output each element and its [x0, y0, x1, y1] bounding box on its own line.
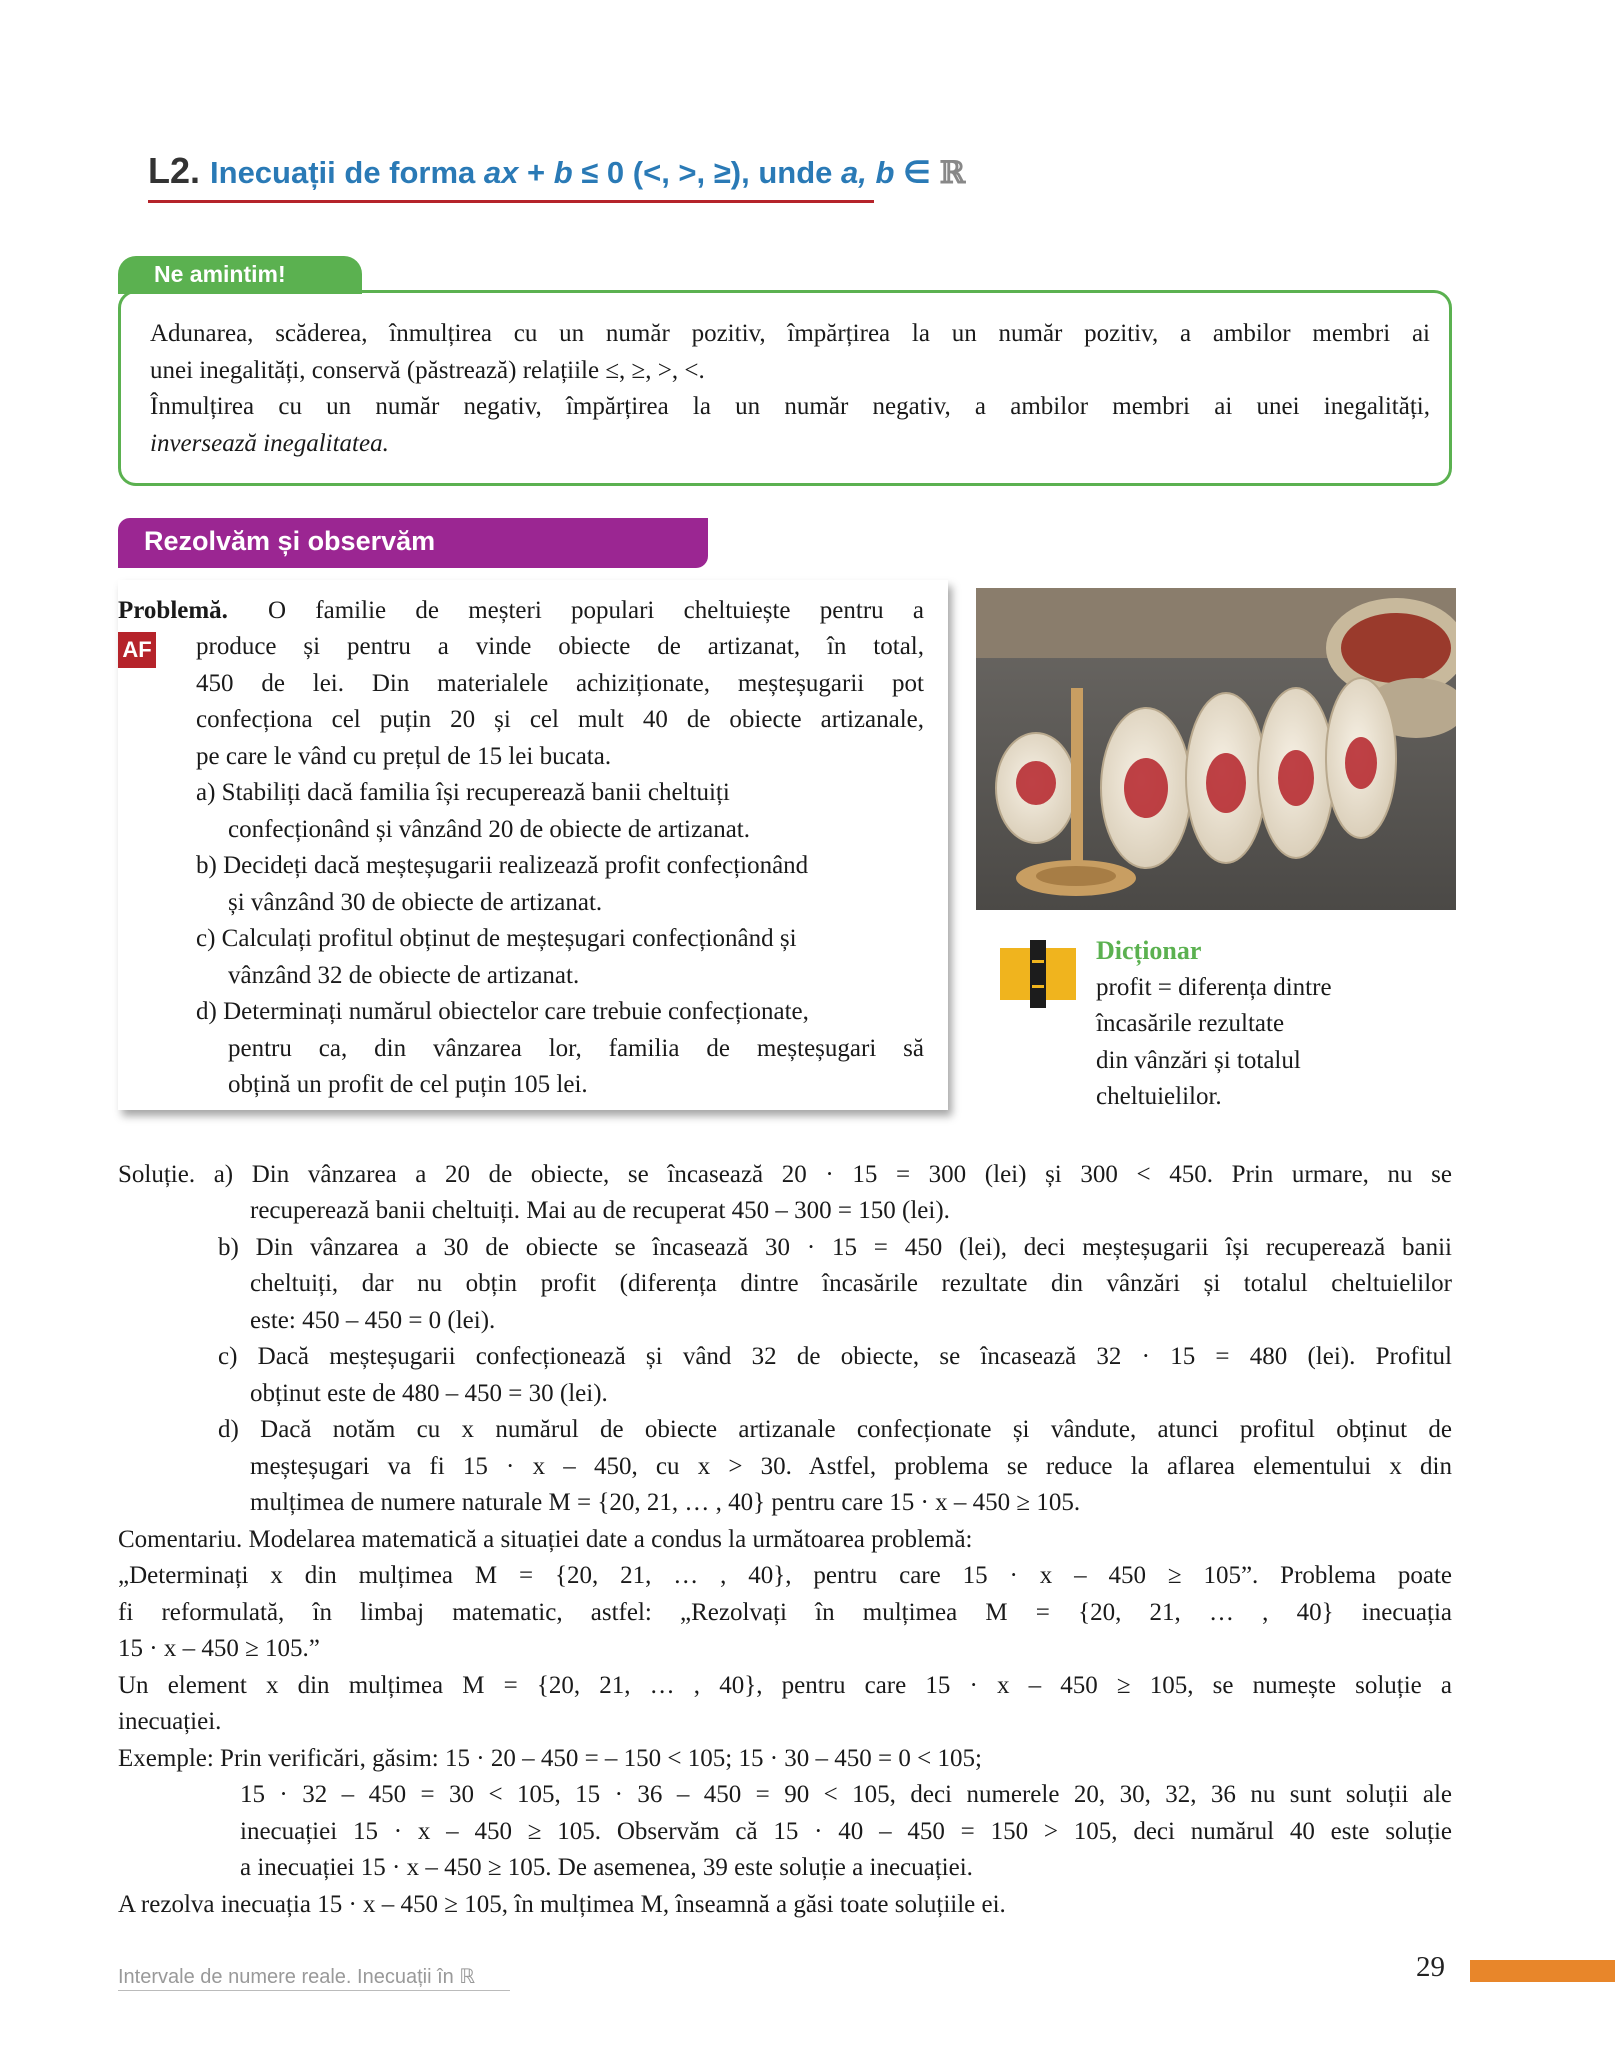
problem-item-b-1: b) Decideți dacă meșteșugarii realizează profit confecționând: [196, 852, 809, 879]
solve-observe-label: Rezolvăm și observăm: [144, 526, 436, 556]
solution-d-2: meșteșugari va fi 15 · x – 450, cu x > 30. Astfel, problema se reduce la aflarea elementului x din: [250, 1453, 1452, 1480]
title-underline: [148, 200, 874, 203]
problem-item-a-1: a) Stabiliți dacă familia își recuperează banii cheltuiți: [196, 779, 730, 806]
comment-line-2: „Determinați x din mulțimea M = {20, 21, … , 40}, pentru care 15 · x – 450 ≥ 105”. Problema poate: [118, 1562, 1452, 1589]
remember-text: [150, 316, 1430, 462]
solve-observe-tab: [118, 518, 708, 568]
footer-underline: [118, 1990, 510, 1991]
lesson-code: L2.: [148, 150, 201, 191]
problem-line-2: produce și pentru a vinde obiecte de artizanat, în total,: [196, 633, 924, 660]
remember-tab: [118, 256, 362, 294]
problem-item-d-1: d) Determinați numărul obiectelor care trebuie confecționate,: [196, 998, 809, 1025]
problem-item-c-1: c) Calculați profitul obținut de meșteșugari confecționând și: [196, 925, 797, 952]
problem-item-b-2: și vânzând 30 de obiecte de artizanat.: [228, 889, 603, 916]
problem-line-4: confecționa cel puțin 20 și cel mult 40 de obiecte artizanale,: [196, 706, 924, 733]
problem-line-5: pe care le vând cu prețul de 15 lei bucata.: [196, 743, 612, 770]
remember-line-4: inversează inegalitatea.: [150, 429, 389, 457]
dictionary-line-2: încasările rezultate: [1096, 1010, 1285, 1037]
pottery-photo: [976, 588, 1456, 910]
footer-chapter: Intervale de numere reale. Inecuații în ℝ: [118, 1966, 476, 1988]
solution-b-3: este: 450 – 450 = 0 (lei).: [250, 1307, 496, 1334]
problem-line-1: O familie de meșteri populari cheltuiește pentru a: [268, 597, 924, 624]
dictionary-title: Dicționar: [1096, 936, 1202, 965]
problem-label-text: Problemă.: [118, 597, 228, 624]
problem-line-3: 450 de lei. Din materialele achiziționate, meșteșugarii pot: [196, 670, 924, 697]
dictionary-book-icon: [1000, 940, 1076, 1008]
solution-b-1: b) Din vânzarea a 30 de obiecte se încasează 30 · 15 = 450 (lei), deci meșteșugarii își recuperează banii: [218, 1234, 1452, 1261]
lesson-title: [148, 150, 965, 192]
examples-line-1: Exemple: Prin verificări, găsim: 15 · 20 – 450 = – 150 < 105; 15 · 30 – 450 = 0 < 105;: [118, 1745, 982, 1772]
dictionary-line-3: din vânzări și totalul: [1096, 1047, 1301, 1074]
title-part: ∈: [894, 155, 940, 190]
examples-line-3: inecuației 15 · x – 450 ≥ 105. Observăm că 15 · 40 – 450 = 150 > 105, deci numărul 40 este soluție: [240, 1818, 1452, 1845]
title-part: b: [553, 155, 573, 190]
problem-item-d-3: obțină un profit de cel puțin 105 lei.: [228, 1071, 588, 1098]
problem-label: [118, 593, 228, 630]
solution-a-2: recuperează banii cheltuiți. Mai au de recuperat 450 – 300 = 150 (lei).: [250, 1197, 950, 1224]
problem-item-d-2: pentru ca, din vânzarea lor, familia de meșteșugari să: [228, 1035, 924, 1062]
element-line-2: inecuației.: [118, 1708, 222, 1735]
dictionary-line-1: profit = diferența dintre: [1096, 974, 1332, 1001]
solution-d-3: mulțimea de numere naturale M = {20, 21, … , 40} pentru care 15 · x – 450 ≥ 105.: [250, 1489, 1081, 1516]
solution-d-1: d) Dacă notăm cu x numărul de obiecte artizanale confecționate și vândute, atunci profitul obținut de: [218, 1416, 1452, 1443]
problem-item-c-2: vânzând 32 de obiecte de artizanat.: [228, 962, 580, 989]
title-part: ax: [483, 155, 519, 190]
element-line-1: Un element x din mulțimea M = {20, 21, … , 40}, pentru care 15 · x – 450 ≥ 105, se numește soluție a: [118, 1672, 1452, 1699]
remember-line-3: Înmulțirea cu un număr negativ, împărțirea la un număr negativ, a ambilor membri ai unei inegalități,: [150, 393, 1430, 420]
af-badge: AF: [118, 632, 156, 668]
solution-a-1: Soluție. a) Din vânzarea a 20 de obiecte, se încasează 20 · 15 = 300 (lei) și 300 < 450. Prin urmare, nu se: [118, 1161, 1452, 1188]
comment-line-1: Comentariu. Modelarea matematică a situației date a condus la următoarea problemă:: [118, 1526, 973, 1553]
title-part: Inecuații de forma: [210, 155, 484, 190]
page-accent-bar: [1470, 1960, 1615, 1982]
comment-line-3: fi reformulată, în limbaj matematic, astfel: „Rezolvați în mulțimea M = {20, 21, … , 40} inecuația: [118, 1599, 1452, 1626]
dictionary-line-4: cheltuielilor.: [1096, 1083, 1222, 1110]
solution-b-2: cheltuiți, dar nu obțin profit (diferența dintre încasările rezultate din vânzări și totalul cheltuielilor: [250, 1270, 1452, 1297]
remember-line-1: Adunarea, scăderea, înmulțirea cu un număr pozitiv, împărțirea la un număr pozitiv, a ambilor membri ai: [150, 320, 1430, 347]
remember-tab-label: Ne amintim!: [154, 261, 286, 287]
title-part: ≤ 0 (<, >, ≥), unde: [572, 155, 841, 190]
solution-c-2: obținut este de 480 – 450 = 30 (lei).: [250, 1380, 608, 1407]
solution-c-1: c) Dacă meșteșugarii confecționează și vând 32 de obiecte, se încasează 32 · 15 = 480 (lei). Profitul: [218, 1343, 1452, 1370]
remember-line-2: unei inegalități, conservă (păstrează) relațiile ≤, ≥, >, <.: [150, 356, 705, 384]
real-numbers-symbol: ℝ: [939, 155, 966, 191]
page-number: 29: [1416, 1951, 1445, 1983]
problem-item-a-2: confecționând și vânzând 20 de obiecte de artizanat.: [228, 816, 750, 843]
final-line: A rezolva inecuația 15 · x – 450 ≥ 105, în mulțimea M, înseamnă a găsi toate soluțiile ei.: [118, 1891, 1006, 1918]
comment-line-4: 15 · x – 450 ≥ 105.”: [118, 1635, 320, 1662]
examples-line-2: 15 · 32 – 450 = 30 < 105, 15 · 36 – 450 = 90 < 105, deci numerele 20, 30, 32, 36 nu sunt soluții ale: [240, 1781, 1452, 1808]
title-part: +: [518, 155, 554, 190]
examples-line-4: a inecuației 15 · x – 450 ≥ 105. De asemenea, 39 este soluție a inecuației.: [240, 1854, 973, 1881]
title-part: a, b: [841, 155, 895, 190]
